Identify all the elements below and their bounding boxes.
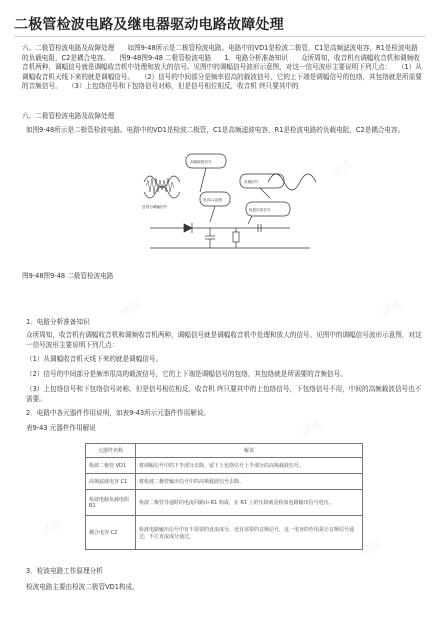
- page-title: 二极管检波电路及继电器驱动电路故障处理: [14, 17, 284, 33]
- title-divider: [14, 36, 426, 37]
- table-cell: 将调幅信号中的下半部分去除，留下上包络信号上半部分的高频载波信号。: [136, 458, 363, 474]
- table-title: 表9-43 元器件作用解说: [26, 424, 96, 432]
- figure-caption: 图9-48图9-48 二极管检波电路: [22, 272, 114, 280]
- table-row: [86, 516, 363, 550]
- table-cell: 检波二极管导通时的电流回路由 R1 构成，在 R1 上的压降就是检波电路输出信号电压。: [136, 490, 363, 516]
- table-cell: 耦合电容 C2: [86, 516, 136, 550]
- watermark-text: 试读: [328, 157, 355, 180]
- list-item-1: （1）从调幅收音机天线下来的就是调幅信号。: [26, 355, 163, 363]
- section-heading-1: 1．电路分析准备知识: [26, 318, 90, 326]
- watermark-text: 试读: [358, 537, 385, 560]
- table-cell: 检波电路输出信号中有不需要的直流成分，还有需要的音频信号，这一电容的作用是让音频信号通过，不让直流成分通过。: [136, 516, 363, 550]
- table-header-desc: 解说: [136, 444, 363, 458]
- section-heading-3: 3．检波电路工作原理分析: [26, 567, 103, 575]
- diagram-note-left: 包络为调幅信号: [142, 205, 168, 209]
- components-table: [85, 443, 363, 550]
- diagram-note-right: 音频信号: [244, 180, 259, 184]
- section-heading: 六、二极管检波电路及故障处理: [22, 112, 115, 120]
- table-row: [86, 490, 363, 516]
- diagram-note-mid: 电容C1滤波: [203, 198, 223, 202]
- table-cell: 检波电路负载电阻 R1: [86, 490, 136, 516]
- section-3-body: 检波电路主要由检波二极管VD1构成。: [26, 583, 139, 591]
- table-cell: 检波二极管 VD1: [86, 458, 136, 474]
- detector-circuit-diagram: [140, 152, 320, 262]
- list-item-3: （3）上包络信号和下包络信号对称，但是信号相位相反，收音机 终只要其中的上包络信号，下包络信号不用，中间的高频载波信号也不需要。: [26, 385, 422, 403]
- diagram-note-top: 高频载波信号: [190, 160, 212, 164]
- list-item-2: （2）信号的中间部分是频率很高的载波信号，它的上下端是调幅信号的包络，其包络就是所需要的音频信号。: [26, 370, 347, 378]
- watermark-text: 试读: [118, 297, 145, 320]
- section-heading-2: 2．电路中各元器件作用说明，如表9-43所示元器件作用解说。: [26, 409, 211, 417]
- body-paragraph: 如图9-48所示是二极管检波电路。电路中的VD1是检波二极管，C1是高频滤波电容，R1是检波电路的负载电阻，C2是耦合电容。: [26, 126, 405, 134]
- watermark-text: 试读: [298, 417, 325, 440]
- diagram-note-low: 检波后的信号: [249, 208, 271, 212]
- watermark-text: 试读: [218, 467, 245, 490]
- watermark-text: 试读: [38, 517, 65, 540]
- table-header-name: 元器件名称: [86, 444, 136, 458]
- table-cell: 高频滤波电容 C1: [86, 474, 136, 490]
- table-row: [86, 458, 363, 474]
- table-cell: 将检波二极管输出信号中的高频载波信号去除。: [136, 474, 363, 490]
- intro-paragraph: 六、二极管检波电路及故障处理 如图9-48所示是二极管检波电路。电路中的VD1是检波二极管，C1是高频滤波电容，R1是检波电路的负载电阻，C2是耦合电容。 图9-48图9-48 二极管检波电路 1．电路分析准备知识 众所周知，收音机有调幅收音机和调频收音机两种，调幅信号就是调幅收音机中处理和放大的信号。见图中的调幅信号波形示意图，对这一信号波形主要说明下列几点： （1）从调幅收音机天线下来的就是调幅信号。 （2）信号的中间部分是频率很高的载波信号，它的上下端是调幅信号的包络，其包络就是所需要的音频信号。 （3）上包络信号和下包络信号对称，但是信号相位相反，收音机 终只要其中的: [22, 44, 422, 91]
- section-1-body: 众所周知，收音机有调幅收音机和调频收音机两种，调幅信号就是调幅收音机中处理和放大的信号。见图中的调幅信号波形示意图，对这一信号波形主要说明下列几点：: [26, 331, 422, 349]
- watermark-text: 试读: [378, 297, 405, 320]
